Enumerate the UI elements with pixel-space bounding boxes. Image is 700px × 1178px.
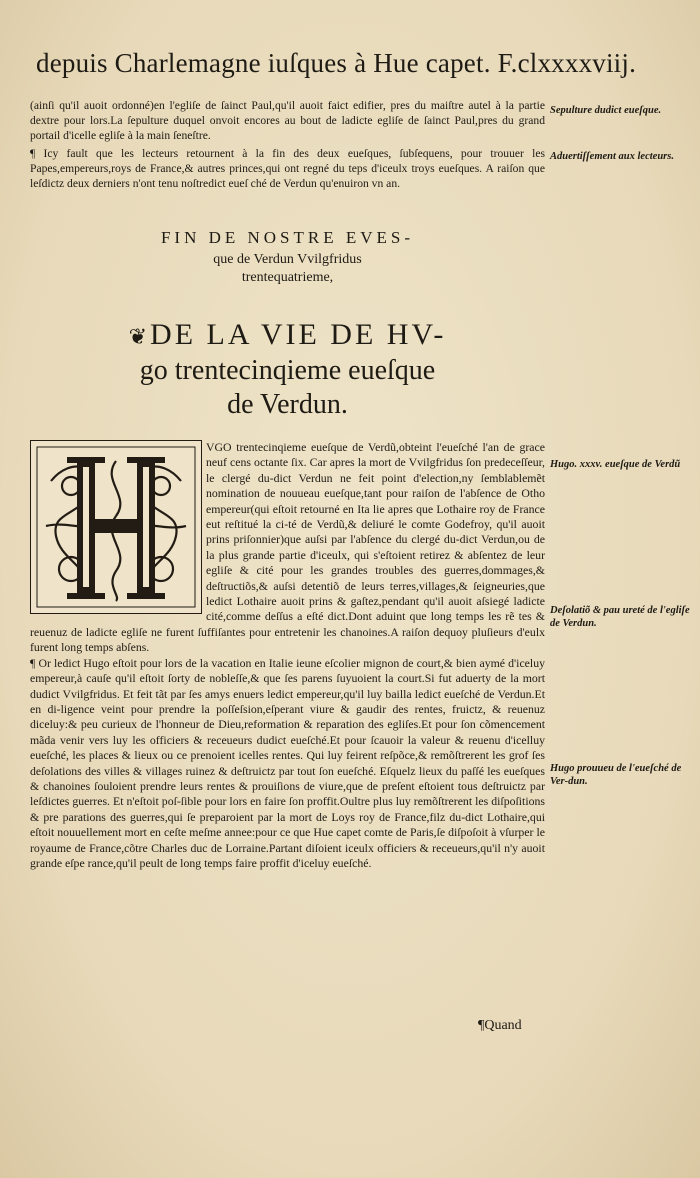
section-end-title: FIN DE NOSTRE EVES-: [160, 228, 415, 247]
chapter-subtitle: [30, 354, 545, 422]
margin-note-hugo-prouueu: Hugo prouueu de l'eueſché de Ver-dun.: [550, 763, 682, 787]
paragraph-burial: [30, 98, 545, 143]
margin-note-hugo: Hugo. xxxv. eueſque de Verdũ: [550, 459, 681, 470]
chapter-title-text: DE LA VIE DE HV-: [150, 318, 447, 351]
fleuron-icon: ❦: [128, 324, 151, 349]
margin-note-desolation: Deſolatiõ & pau ureté de l'egliſe de Verdun.: [550, 605, 690, 629]
margin-note-sepulture: Sepulture dudict eueſque.: [550, 105, 662, 116]
chapter-subtitle-line1: go trentecinqieme eueſque: [139, 355, 436, 386]
chapter-title: [30, 318, 545, 352]
main-body: [30, 440, 545, 871]
paragraph-notice-text: ¶ Icy fault que les lecteurs retournent à la fin des deux eueſques, ſubſequens, pour trouuer les Papes,empereurs,roys de France,& autres princes,qui ont regné du teps d'iceulx troys eueſques. A raiſon que leſdictz deux derniers n'ont tenu noſtredict eueſ ché de Verdun qu'enuiron vn an.: [30, 147, 545, 191]
section-end-subtitle-line1: que de Verdun Vvilgfridus: [213, 252, 362, 267]
running-head: depuis Charlemagne iuſques à Hue capet. F.clxxxxviij.: [36, 48, 637, 78]
section-end-subtitle: [30, 251, 545, 287]
margin-note-aduertissement: Aduertiſſement aux lecteurs.: [550, 151, 674, 162]
main-paragraph-2: ¶ Or ledict Hugo eſtoit pour lors de la vacation en Italie ieune eſcolier mignon de court,& bien aymé d'iceluy empereur,à cauſe qu'il eſtoit ſorty de nobleſſe,& que ſes parens ſuyuoient la court.Si fut aduerty de la mort dudict Vvilgfridus. Et feit tãt par ſes amys enuers ledict empereur,qu'il luy bailla ledict eueſché de Verdun.Et en di-ligence veint pour prendre la poſſeſsion,eſperant viure & gaudir des rentes, fruictz, & reuenuz diceluy:& peu curieux de l'honneur de Dieu,reformation & reparation des egliſes.Et pour ſon cõmencement mãda venir vers luy les officiers & receueurs dudict eueſché.Et pour ſcauoir la valeur & reuenu d'icelluy eueſché, les places & lieux ou ce prenoient icelles rentes. Qui luy feirent reſpõce,& remõſtrerent les grof ſes deſolations des villes & villages ruinez & deſtruictz par tout ſon eueſché. Eſquelz lieux du paſſé les eueſques & chanoines ſouloient prendre leurs rentes & prouiſions de viure,que de preſent eſtoient tous deſtruictz par leſdictes guerres. Et n'eſtoit poſ-ſible pour lors en faire ſon proffit.Oultre plus luy remõſtrerent les diſpoſitions & pre parations des guerres,qui ſe preparoient par la mort de Loys roy de France,filz du-dict Lothaire,qui eſtoit nouuellement mort en ceſte meſme annee:pour ce que Hue capet comte de Paris,ſe diſpoſoit à vſurper le royaume de France,cõtre Charles duc de Lorraine.Partant diſoient iceulx officiers & receueurs,qu'il n'y auoit grande eſpe rance,qu'il peult de long temps faire proffit d'iceluy eueſché.: [30, 655, 545, 870]
chapter-subtitle-line2: de Verdun.: [227, 389, 348, 420]
main-paragraph-1: VGO trentecinqieme eueſque de Verdũ,obteint l'eueſché l'an de grace neuf cens octante ſix. Car apres la mort de Vvilgfridus ſon predeceſſeur, le clergé du-dict Verdun ne feit point d'election,ny ſemblablemẽt nomination de nouueau eueſque,tant pour raiſon de l'abſence de Otho empereur(qui eſtoit retourné en Ita lie apres que Lothaire roy de France eut reſtitué la ci-té de Verdũ,& deliuré le comte Godefroy, qu'il auoit prins priſonnier)que auſsi par l'abſence du clergé du-dict Verdun,ou de la plus grande partie d'iceulx, qui s'eſtoient retirez & abſentez de leur egliſe & cité pour les grandes troubles des guerres,dommages,& deſtructiõs,& auſsi detentiõ de leurs terres,villages,& ſeigneuries,que ledict Lothaire auoit prins & gaſtez,pendant qu'il auoit aſsiegé ladicte cité,comme deſſus a eſté dict.Dont aduint que long temps les rẽ tes & reuenuz de ladicte egliſe ne furent ſuffiſantes pour entretenir les chanoines.A raiſon dequoy pluſieurs d'eulx furent long temps abſens.: [30, 440, 545, 655]
section-end-subtitle-line2: trentequatrieme,: [241, 270, 334, 285]
paragraph-notice: [30, 146, 545, 191]
paragraph-burial-text: (ainſi qu'il auoit ordonné)en l'egliſe de ſainct Paul,qu'il auoit faict edifier, pres du maiſtre autel à la partie dextre pour lors.La ſepulture duquel onvoit encores au bout de ladicte egliſe de ſainct Paul,pres du grand portail d'icelle egliſe à la main ſeneſtre.: [30, 99, 545, 143]
catchword: ¶Quand: [478, 1018, 522, 1033]
